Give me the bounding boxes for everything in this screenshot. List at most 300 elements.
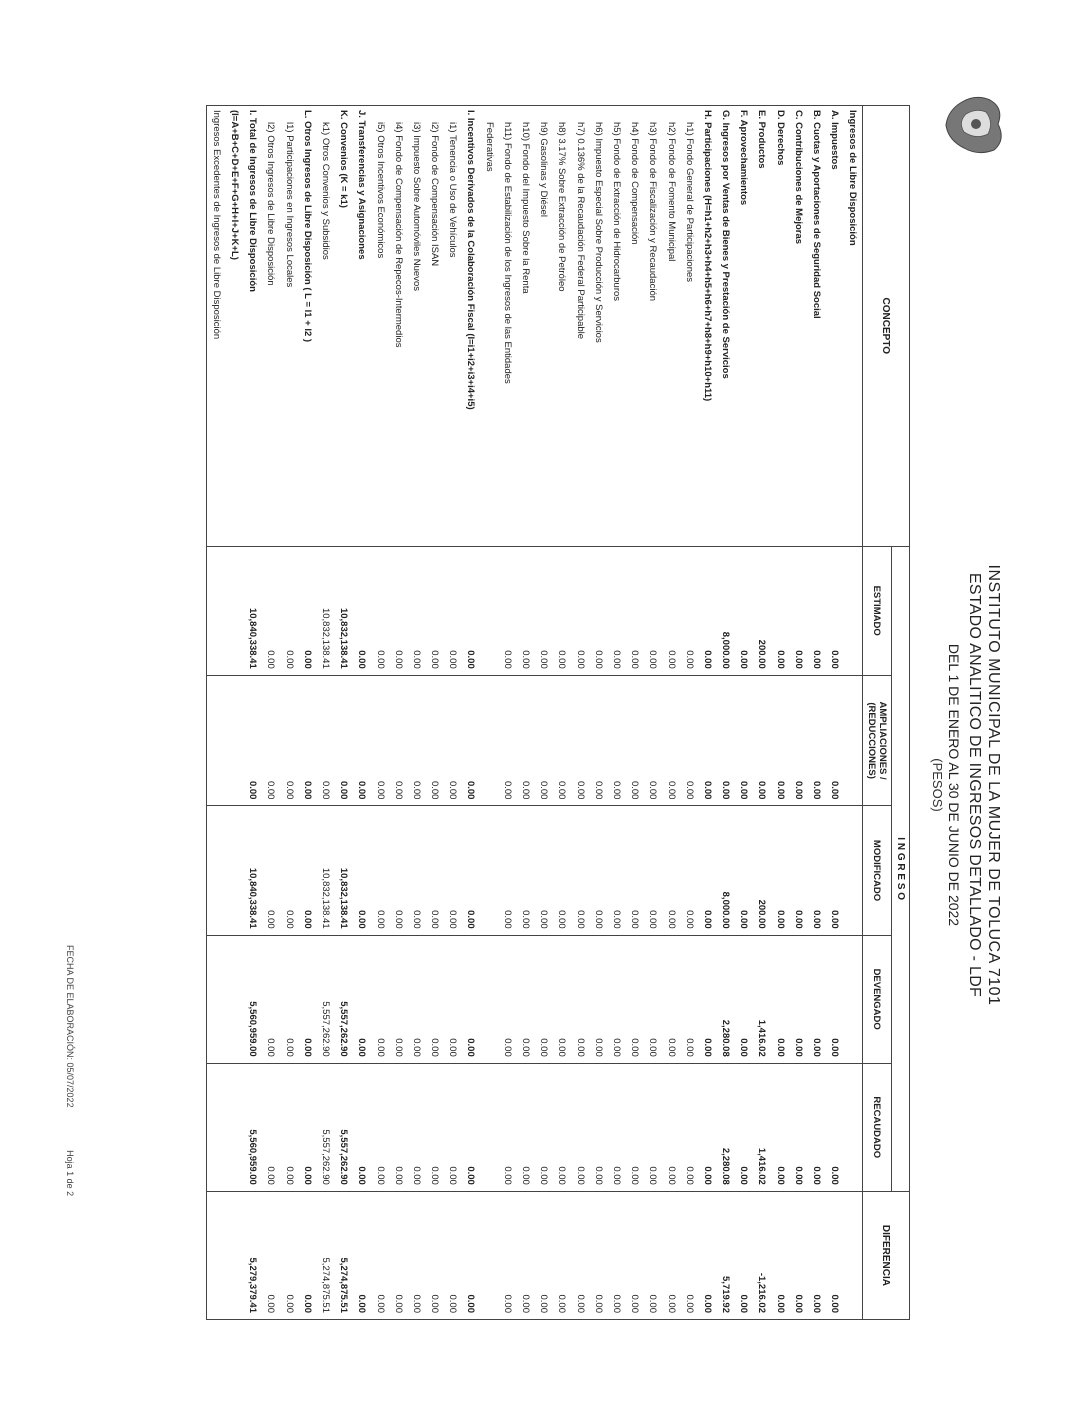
cell-value: 0.00	[589, 675, 607, 806]
cell-concept: i4) Fondo de Compensación de Repecos-Intermedios	[389, 106, 407, 547]
cell-value: 0.00	[407, 935, 425, 1063]
cell-value: 10,832,138.41	[335, 546, 353, 675]
cell-value	[207, 546, 226, 675]
cell-value	[225, 546, 243, 675]
table-row	[753, 106, 771, 1320]
cell-value: 0.00	[698, 806, 716, 935]
cell-value: 0.00	[826, 675, 844, 806]
cell-concept: h6) Impuesto Especial Sobre Producción y Servicios	[589, 106, 607, 547]
cell-value: 0.00	[353, 1191, 371, 1319]
cell-concept: I. Incentivos Derivados de la Colaboración Fiscal (I=i1+i2+i3+i4+i5)	[462, 106, 480, 547]
cell-value: 0.00	[553, 935, 571, 1063]
table-row	[280, 106, 298, 1320]
cell-concept: h3) Fondo de Fiscalización y Recaudación	[644, 106, 662, 547]
cell-value: 0.00	[426, 546, 444, 675]
cell-value: 0.00	[680, 1191, 698, 1319]
cell-value	[480, 806, 498, 935]
table-row	[735, 106, 753, 1320]
cell-value: 0.00	[789, 1063, 807, 1191]
header-ingreso: I N G R E S O	[892, 546, 910, 1191]
cell-value: 0.00	[462, 806, 480, 935]
cell-concept: l1) Participaciones en Ingresos Locales	[280, 106, 298, 547]
cell-value	[225, 806, 243, 935]
cell-concept: I. Total de Ingresos de Libre Disposición	[244, 106, 262, 547]
cell-concept: G. Ingresos por Ventas de Bienes y Prestación de Servicios	[717, 106, 735, 547]
cell-value: 5,557,262.90	[335, 1063, 353, 1191]
cell-value: 0.00	[553, 1063, 571, 1191]
cell-value: 0.00	[644, 675, 662, 806]
table-row	[298, 106, 316, 1320]
cell-value: 0.00	[298, 1063, 316, 1191]
page-number: Hoja 1 de 2	[65, 1150, 75, 1197]
cell-concept: l2) Otros Ingresos de Libre Disposición	[262, 106, 280, 547]
institution-name: INSTITUTO MUNICIPAL DE LA MUJER DE TOLUCA 7101	[985, 564, 1002, 1006]
cell-value: 0.00	[680, 806, 698, 935]
cell-value: 0.00	[498, 1191, 516, 1319]
cell-value: 0.00	[262, 546, 280, 675]
cell-value: 0.00	[626, 935, 644, 1063]
cell-concept: h8) 3.17% Sobre Extracción de Petróleo	[553, 106, 571, 547]
cell-concept: h11) Fondo de Estabilización de los Ingresos de las Entidades	[498, 106, 516, 547]
cell-value: 0.00	[444, 1063, 462, 1191]
cell-value: 0.00	[426, 806, 444, 935]
cell-value: 0.00	[535, 1191, 553, 1319]
table-row	[844, 106, 863, 1320]
institution-logo	[940, 90, 1010, 160]
cell-concept: i3) Impuesto Sobre Automóviles Nuevos	[407, 106, 425, 547]
cell-value: 0.00	[389, 1063, 407, 1191]
table-body	[207, 106, 863, 1320]
cell-value: 0.00	[807, 675, 825, 806]
table-row	[316, 106, 334, 1320]
cell-value: 0.00	[589, 935, 607, 1063]
table-row	[680, 106, 698, 1320]
cell-concept: i1) Tenencia o Uso de Vehículos	[444, 106, 462, 547]
cell-value: 0.00	[607, 806, 625, 935]
cell-value	[207, 935, 226, 1063]
cell-value: 0.00	[571, 806, 589, 935]
cell-concept: E. Productos	[753, 106, 771, 547]
cell-value: 0.00	[280, 806, 298, 935]
cell-value: -1,216.02	[753, 1191, 771, 1319]
cell-concept: h4) Fondo de Compensación	[626, 106, 644, 547]
cell-value: 0.00	[626, 1191, 644, 1319]
cell-concept: Ingresos Excedentes de Ingresos de Libre Disposición	[207, 106, 226, 547]
cell-value	[207, 1191, 226, 1319]
cell-concept: i2) Fondo de Compensación ISAN	[426, 106, 444, 547]
cell-value: 0.00	[826, 1191, 844, 1319]
cell-value: 0.00	[444, 935, 462, 1063]
table-row	[662, 106, 680, 1320]
income-table	[206, 105, 910, 1320]
cell-value: 0.00	[353, 675, 371, 806]
cell-value: 0.00	[407, 1063, 425, 1191]
cell-value: 200.00	[753, 546, 771, 675]
cell-value: 0.00	[589, 1191, 607, 1319]
cell-value: 0.00	[371, 806, 389, 935]
cell-value: 0.00	[462, 935, 480, 1063]
cell-value: 0.00	[717, 675, 735, 806]
cell-value: 0.00	[298, 546, 316, 675]
cell-value: 0.00	[662, 1191, 680, 1319]
cell-value: 0.00	[735, 935, 753, 1063]
cell-concept: h5) Fondo de Extracción de Hidrocarburos	[607, 106, 625, 547]
cell-value	[844, 546, 863, 675]
cell-value: 0.00	[298, 935, 316, 1063]
cell-value: 0.00	[789, 806, 807, 935]
cell-concept: K. Convenios (K = k1)	[335, 106, 353, 547]
cell-value	[225, 1063, 243, 1191]
cell-value: 0.00	[662, 675, 680, 806]
cell-value: 0.00	[698, 546, 716, 675]
report-title: ESTADO ANALITICO DE INGRESOS DETALLADO - LDF	[966, 572, 983, 998]
cell-value: 5,274,875.51	[316, 1191, 334, 1319]
cell-value: 0.00	[789, 675, 807, 806]
cell-value: 0.00	[571, 1191, 589, 1319]
header-devengado: DEVENGADO	[863, 935, 892, 1063]
cell-value	[844, 1191, 863, 1319]
cell-value: 0.00	[262, 675, 280, 806]
cell-value: 0.00	[444, 806, 462, 935]
cell-value: 0.00	[753, 675, 771, 806]
cell-value: 0.00	[807, 1191, 825, 1319]
cell-value: 0.00	[426, 1191, 444, 1319]
cell-value: 0.00	[807, 546, 825, 675]
table-row	[626, 106, 644, 1320]
cell-value: 0.00	[771, 935, 789, 1063]
cell-value: 0.00	[371, 1063, 389, 1191]
cell-value: 0.00	[244, 675, 262, 806]
cell-value: 5,719.92	[717, 1191, 735, 1319]
cell-concept: C. Contribuciones de Mejoras	[789, 106, 807, 547]
cell-value: 0.00	[771, 546, 789, 675]
cell-value: 0.00	[407, 675, 425, 806]
cell-value: 0.00	[698, 935, 716, 1063]
cell-value	[480, 546, 498, 675]
cell-value: 0.00	[680, 675, 698, 806]
cell-value: 0.00	[516, 935, 534, 1063]
cell-value: 0.00	[516, 1063, 534, 1191]
table-row	[262, 106, 280, 1320]
cell-value: 5,560,959.00	[244, 935, 262, 1063]
table-row	[607, 106, 625, 1320]
cell-value: 0.00	[389, 806, 407, 935]
cell-value	[207, 1063, 226, 1191]
cell-value: 0.00	[644, 1063, 662, 1191]
cell-value: 5,557,262.90	[335, 935, 353, 1063]
cell-value	[844, 806, 863, 935]
cell-value: 0.00	[353, 546, 371, 675]
cell-value: 0.00	[807, 1063, 825, 1191]
cell-concept: h2) Fondo de Fomento Municipal	[662, 106, 680, 547]
cell-value: 0.00	[535, 806, 553, 935]
report-period: DEL 1 DE ENERO AL 30 DE JUNIO DE 2022	[946, 643, 962, 927]
cell-value: 0.00	[826, 1063, 844, 1191]
cell-value: 0.00	[498, 546, 516, 675]
cell-value: 0.00	[462, 1063, 480, 1191]
cell-value: 0.00	[298, 675, 316, 806]
cell-value: 0.00	[462, 1191, 480, 1319]
cell-value: 5,274,875.51	[335, 1191, 353, 1319]
report-header	[930, 475, 1002, 1095]
cell-value: 0.00	[353, 806, 371, 935]
cell-value: 0.00	[826, 546, 844, 675]
cell-value: 0.00	[426, 675, 444, 806]
cell-value	[225, 935, 243, 1063]
table-row	[498, 106, 516, 1320]
cell-value: 0.00	[407, 546, 425, 675]
page-footer	[65, 945, 75, 1236]
cell-concept: A. Impuestos	[826, 106, 844, 547]
cell-value: 0.00	[371, 1191, 389, 1319]
cell-value: 0.00	[771, 1191, 789, 1319]
cell-value: 5,560,959.00	[244, 1063, 262, 1191]
cell-value: 10,832,138.41	[316, 806, 334, 935]
cell-value: 0.00	[298, 806, 316, 935]
cell-value: 0.00	[789, 546, 807, 675]
header-diferencia: DIFERENCIA	[863, 1191, 910, 1319]
cell-concept: D. Derechos	[771, 106, 789, 547]
cell-value: 0.00	[571, 935, 589, 1063]
cell-value: 5,279,379.41	[244, 1191, 262, 1319]
cell-value: 10,832,138.41	[316, 546, 334, 675]
cell-concept: h9) Gasolinas y Diésel	[535, 106, 553, 547]
cell-value: 0.00	[589, 806, 607, 935]
cell-value	[844, 675, 863, 806]
cell-value: 0.00	[280, 546, 298, 675]
cell-value: 0.00	[644, 1191, 662, 1319]
cell-concept: h10) Fondo del Impuesto Sobre la Renta	[516, 106, 534, 547]
header-estimado: ESTIMADO	[863, 546, 892, 675]
table-row	[516, 106, 534, 1320]
cell-value: 0.00	[644, 806, 662, 935]
cell-value: 200.00	[753, 806, 771, 935]
table-row	[571, 106, 589, 1320]
cell-value: 0.00	[444, 1191, 462, 1319]
cell-concept: F. Aprovechamientos	[735, 106, 753, 547]
table-row	[389, 106, 407, 1320]
cell-value: 0.00	[826, 935, 844, 1063]
report-currency: (PESOS)	[930, 758, 945, 812]
table-row	[717, 106, 735, 1320]
cell-value: 0.00	[644, 546, 662, 675]
header-modificado: MODIFICADO	[863, 806, 892, 935]
cell-value	[480, 675, 498, 806]
cell-value: 0.00	[407, 1191, 425, 1319]
cell-value: 0.00	[389, 935, 407, 1063]
cell-value: 0.00	[535, 546, 553, 675]
cell-value: 0.00	[626, 1063, 644, 1191]
table-row	[807, 106, 825, 1320]
cell-value: 0.00	[589, 1063, 607, 1191]
cell-value: 0.00	[498, 1063, 516, 1191]
cell-value: 0.00	[735, 1063, 753, 1191]
cell-value: 0.00	[553, 546, 571, 675]
cell-value: 0.00	[662, 1063, 680, 1191]
table-row	[462, 106, 480, 1320]
cell-value: 0.00	[571, 1063, 589, 1191]
cell-concept: Ingresos de Libre Disposición	[844, 106, 863, 547]
table-row	[207, 106, 226, 1320]
cell-value: 0.00	[280, 675, 298, 806]
cell-value: 0.00	[626, 546, 644, 675]
table-row	[535, 106, 553, 1320]
cell-value: 1,416.02	[753, 935, 771, 1063]
cell-value: 0.00	[698, 1191, 716, 1319]
cell-value: 0.00	[535, 675, 553, 806]
cell-value: 0.00	[371, 935, 389, 1063]
cell-value	[225, 675, 243, 806]
cell-value: 0.00	[662, 546, 680, 675]
cell-concept: H. Participaciones (H=h1+h2+h3+h4+h5+h6+h7+h8+h9+h10+h11)	[698, 106, 716, 547]
cell-value: 0.00	[771, 1063, 789, 1191]
cell-value	[207, 675, 226, 806]
cell-value: 0.00	[535, 1063, 553, 1191]
cell-value: 10,840,338.41	[244, 546, 262, 675]
cell-value	[844, 1063, 863, 1191]
cell-value: 0.00	[771, 806, 789, 935]
cell-value: 0.00	[262, 1063, 280, 1191]
cell-value: 0.00	[516, 806, 534, 935]
cell-value: 0.00	[444, 675, 462, 806]
table-row	[225, 106, 243, 1320]
cell-value: 0.00	[389, 546, 407, 675]
cell-value: 0.00	[353, 935, 371, 1063]
cell-value: 0.00	[516, 1191, 534, 1319]
cell-value: 0.00	[607, 675, 625, 806]
cell-value: 0.00	[626, 675, 644, 806]
header-ampliaciones: AMPLIACIONES / (REDUCCIONES)	[863, 675, 892, 806]
cell-value: 0.00	[353, 1063, 371, 1191]
cell-value: 0.00	[335, 675, 353, 806]
cell-value: 0.00	[426, 1063, 444, 1191]
cell-value	[225, 1191, 243, 1319]
cell-value: 8,000.00	[717, 806, 735, 935]
cell-value: 0.00	[516, 546, 534, 675]
table-row	[371, 106, 389, 1320]
cell-value: 0.00	[498, 806, 516, 935]
cell-value: 8,000.00	[717, 546, 735, 675]
cell-value: 0.00	[389, 1191, 407, 1319]
cell-value: 2,280.08	[717, 935, 735, 1063]
cell-value: 0.00	[426, 935, 444, 1063]
table-row	[826, 106, 844, 1320]
cell-value: 0.00	[680, 1063, 698, 1191]
cell-value	[207, 806, 226, 935]
document-page	[65, 95, 1020, 1325]
cell-value	[480, 1191, 498, 1319]
cell-value: 0.00	[553, 675, 571, 806]
cell-value: 0.00	[607, 546, 625, 675]
cell-concept: h1) Fondo General de Participaciones	[680, 106, 698, 547]
cell-value	[480, 1063, 498, 1191]
cell-value: 0.00	[571, 546, 589, 675]
table-row	[407, 106, 425, 1320]
cell-value: 0.00	[789, 1191, 807, 1319]
cell-value: 5,557,262.90	[316, 935, 334, 1063]
cell-value: 0.00	[316, 675, 334, 806]
cell-value: 0.00	[698, 1063, 716, 1191]
cell-concept: i5) Otros Incentivos Económicos	[371, 106, 389, 547]
cell-value: 0.00	[735, 1191, 753, 1319]
cell-value: 0.00	[298, 1191, 316, 1319]
cell-value: 0.00	[535, 935, 553, 1063]
cell-value: 0.00	[735, 675, 753, 806]
cell-value: 0.00	[516, 675, 534, 806]
cell-value: 0.00	[607, 1191, 625, 1319]
cell-concept: h7) 0.136% de la Recaudación Federal Participable	[571, 106, 589, 547]
table-row	[698, 106, 716, 1320]
cell-value: 0.00	[462, 546, 480, 675]
cell-value: 0.00	[807, 806, 825, 935]
cell-value: 0.00	[807, 935, 825, 1063]
cell-value: 10,832,138.41	[335, 806, 353, 935]
cell-value: 0.00	[589, 546, 607, 675]
cell-value: 0.00	[498, 675, 516, 806]
cell-value: 0.00	[607, 1063, 625, 1191]
table-row	[771, 106, 789, 1320]
cell-value	[480, 935, 498, 1063]
cell-value: 0.00	[262, 935, 280, 1063]
elaboration-date: FECHA DE ELABORACIÓN: 05/07/2022	[65, 945, 75, 1108]
header-recaudado: RECAUDADO	[863, 1063, 892, 1191]
cell-value: 0.00	[462, 675, 480, 806]
cell-value: 0.00	[626, 806, 644, 935]
cell-value: 0.00	[662, 806, 680, 935]
cell-concept: L. Otros Ingresos de Libre Disposición ( L = l1 + l2 )	[298, 106, 316, 547]
cell-value: 0.00	[407, 806, 425, 935]
cell-value: 0.00	[280, 935, 298, 1063]
cell-value: 0.00	[680, 546, 698, 675]
cell-value: 0.00	[280, 1191, 298, 1319]
cell-value: 0.00	[498, 935, 516, 1063]
table-row	[335, 106, 353, 1320]
table-row	[444, 106, 462, 1320]
cell-value: 0.00	[553, 1191, 571, 1319]
table-row	[480, 106, 498, 1320]
cell-value: 0.00	[644, 935, 662, 1063]
cell-value: 5,557,262.90	[316, 1063, 334, 1191]
cell-value: 0.00	[771, 675, 789, 806]
table-row	[553, 106, 571, 1320]
cell-value: 0.00	[444, 546, 462, 675]
cell-concept: B. Cuotas y Aportaciones de Seguridad Social	[807, 106, 825, 547]
cell-value: 0.00	[698, 675, 716, 806]
table-row	[589, 106, 607, 1320]
cell-value: 0.00	[680, 935, 698, 1063]
cell-value: 0.00	[826, 806, 844, 935]
cell-value: 0.00	[607, 935, 625, 1063]
cell-value: 0.00	[371, 546, 389, 675]
cell-value: 0.00	[662, 935, 680, 1063]
table-row	[789, 106, 807, 1320]
cell-value: 0.00	[389, 675, 407, 806]
cell-value: 0.00	[735, 546, 753, 675]
cell-value: 0.00	[553, 806, 571, 935]
cell-value: 0.00	[262, 806, 280, 935]
cell-value: 10,840,338.41	[244, 806, 262, 935]
cell-value: 0.00	[789, 935, 807, 1063]
cell-concept: k1) Otros Convenios y Subsidios	[316, 106, 334, 547]
cell-value: 0.00	[571, 675, 589, 806]
table-row	[244, 106, 262, 1320]
cell-value	[844, 935, 863, 1063]
cell-value: 0.00	[262, 1191, 280, 1319]
table-row	[426, 106, 444, 1320]
table-row	[353, 106, 371, 1320]
header-concepto: CONCEPTO	[863, 106, 910, 547]
cell-value: 0.00	[371, 675, 389, 806]
